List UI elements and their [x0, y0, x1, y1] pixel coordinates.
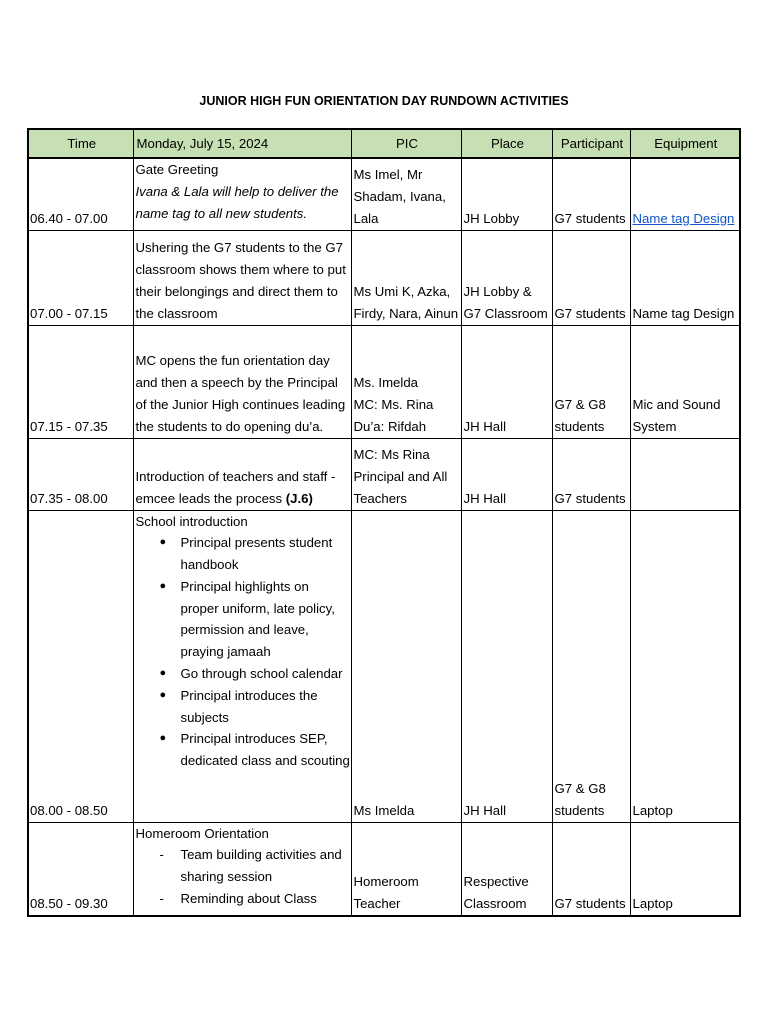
- row-activity: [133, 510, 351, 822]
- row-participant: G7 & G8 students: [552, 510, 630, 822]
- row-equipment: [630, 158, 740, 230]
- header-participant: Participant: [552, 129, 630, 158]
- row-pic: [351, 438, 461, 510]
- header-time: Time: [28, 129, 133, 158]
- row-pic: Ms Umi K, Azka, Firdy, Nara, Ainun: [351, 230, 461, 325]
- row-activity: MC opens the fun orientation day and then a speech by the Principal of the Junior High continues leading the students to do opening du’a.: [133, 325, 351, 438]
- row-time: 08.50 - 09.30: [28, 822, 133, 916]
- header-date: Monday, July 15, 2024: [133, 129, 351, 158]
- row-pic: Ms Imel, Mr Shadam, Ivana, Lala: [351, 158, 461, 230]
- header-row: [28, 129, 740, 158]
- list-item: ● Principal introduces the subjects: [136, 685, 351, 729]
- table-row: [28, 510, 740, 822]
- row-equipment: Laptop: [630, 510, 740, 822]
- row-place: JH Hall: [461, 510, 552, 822]
- header-equipment: Equipment: [630, 129, 740, 158]
- pic-line: MC: Ms Rina: [353, 447, 430, 463]
- table-row: [28, 822, 740, 916]
- row-pic: [351, 325, 461, 438]
- row-activity: [133, 438, 351, 510]
- table-row: [28, 438, 740, 510]
- activity-text: Introduction of teachers and staff - emcee leads the process: [135, 468, 336, 506]
- row-time: 07.15 - 07.35: [28, 325, 133, 438]
- row-participant: G7 & G8 students: [552, 325, 630, 438]
- activity-dash-list: [136, 844, 351, 909]
- pic-line: MC: Ms. Rina: [353, 396, 434, 412]
- activity-title: Gate Greeting: [135, 162, 219, 177]
- list-item: - Team building activities and sharing session: [136, 844, 351, 888]
- activity-note: Ivana & Lala will help to deliver the name tag to all new students.: [135, 183, 339, 221]
- row-time: 07.35 - 08.00: [28, 438, 133, 510]
- list-item: ● Principal presents student handbook: [136, 532, 351, 576]
- pic-line: Ms. Imelda: [353, 375, 418, 391]
- name-tag-design-link[interactable]: Name tag Design: [632, 210, 735, 226]
- row-pic: Homeroom Teacher: [351, 822, 461, 916]
- activity-bullet-list: [136, 532, 351, 772]
- row-time: 07.00 - 07.15: [28, 230, 133, 325]
- table-row: [28, 230, 740, 325]
- rundown-table: [27, 128, 741, 917]
- row-equipment: [630, 438, 740, 510]
- row-equipment: Mic and Sound System: [630, 325, 740, 438]
- row-participant: G7 students: [552, 158, 630, 230]
- table-row: [28, 325, 740, 438]
- list-item: - Reminding about Class: [136, 888, 351, 910]
- row-participant: G7 students: [552, 822, 630, 916]
- header-pic: PIC: [351, 129, 461, 158]
- row-equipment: Name tag Design: [630, 230, 740, 325]
- row-time: 08.00 - 08.50: [28, 510, 133, 822]
- pic-line: Du’a: Rifdah: [353, 418, 427, 434]
- header-place: Place: [461, 129, 552, 158]
- activity-title: Homeroom Orientation: [135, 825, 269, 841]
- row-participant: G7 students: [552, 438, 630, 510]
- list-item: ● Go through school calendar: [136, 663, 351, 685]
- row-place: JH Hall: [461, 325, 552, 438]
- row-activity: [133, 822, 351, 916]
- list-item: ● Principal introduces SEP, dedicated class and scouting: [136, 728, 351, 772]
- list-item: ● Principal highlights on proper uniform, late policy, permission and leave, praying jamaah: [136, 576, 351, 663]
- activity-code: (J.6): [285, 490, 313, 506]
- row-time: 06.40 - 07.00: [28, 158, 133, 230]
- row-place: Respective Classroom: [461, 822, 552, 916]
- row-place: JH Hall: [461, 438, 552, 510]
- row-participant: G7 students: [552, 230, 630, 325]
- activity-title: School introduction: [135, 513, 248, 529]
- row-activity: [133, 158, 351, 230]
- table-row: [28, 158, 740, 230]
- row-equipment: Laptop: [630, 822, 740, 916]
- pic-line: Principal and All Teachers: [353, 468, 448, 506]
- row-pic: Ms Imelda: [351, 510, 461, 822]
- row-place: JH Lobby: [461, 158, 552, 230]
- document-title: JUNIOR HIGH FUN ORIENTATION DAY RUNDOWN ACTIVITIES: [199, 94, 569, 108]
- row-place: JH Lobby & G7 Classroom: [461, 230, 552, 325]
- row-activity: Ushering the G7 students to the G7 classroom shows them where to put their belongings and direct them to the classroom: [133, 230, 351, 325]
